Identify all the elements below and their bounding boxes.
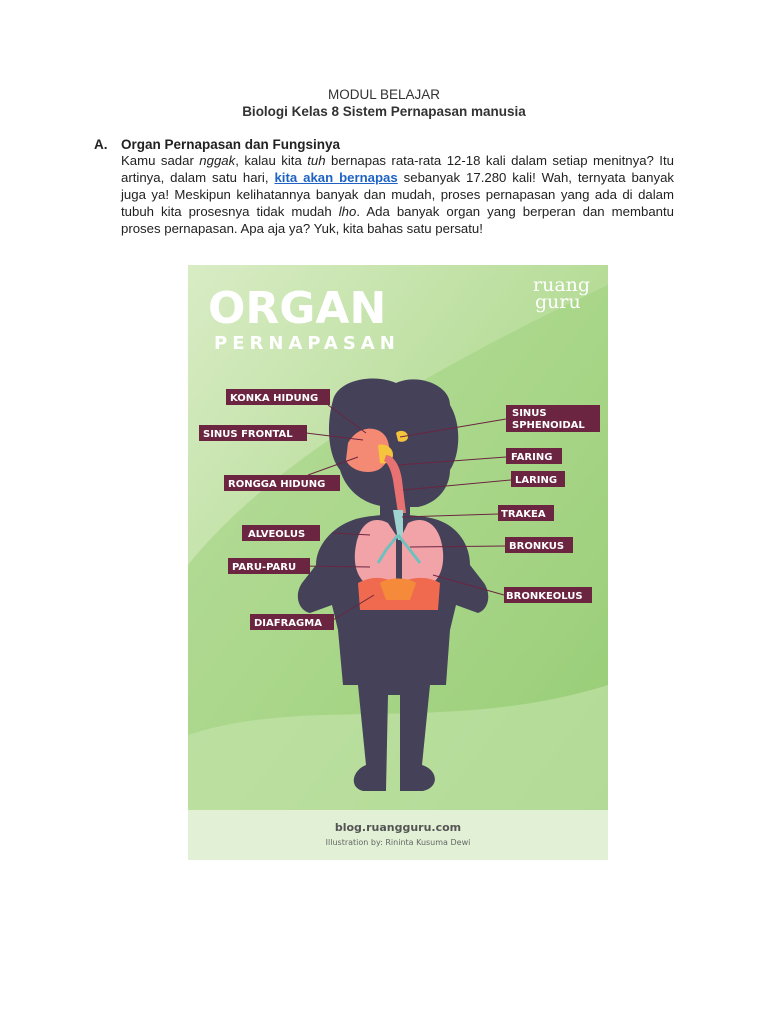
breath-link[interactable]: kita akan bernapas xyxy=(274,170,398,185)
module-subtitle: Biologi Kelas 8 Sistem Pernapasan manusia xyxy=(242,104,526,119)
label-rongga-hidung-text: RONGGA HIDUNG xyxy=(228,479,326,490)
brand-logo-line2: guru xyxy=(535,291,581,313)
section-letter: A. xyxy=(94,137,108,152)
para-text-5: . Ada banyak organ yang berperan dan membantu proses pernapasan. Apa aja ya? Yuk, kita bahas satu persatu! xyxy=(121,204,674,236)
label-bronkeolus-text: BRONKEOLUS xyxy=(506,591,583,602)
label-diafragma-text: DIAFRAGMA xyxy=(254,618,322,629)
label-laring-text: LARING xyxy=(515,475,558,486)
label-trakea xyxy=(498,505,554,521)
para-em-nggak: nggak xyxy=(199,153,236,168)
footer-credit: Illustration by: Rininta Kusuma Dewi xyxy=(325,838,471,847)
module-title: MODUL BELAJAR xyxy=(327,87,441,102)
para-em-tuh: tuh xyxy=(307,153,326,168)
label-bronkus xyxy=(505,537,573,553)
label-sinus-frontal-text: SINUS FRONTAL xyxy=(203,429,293,440)
respiratory-organs-infographic xyxy=(188,265,608,860)
para-text-1: Kamu sadar xyxy=(121,153,200,168)
para-text-3: bernapas rata-rata 12-18 kali dalam setiap menitnya? Itu artinya, dalam satu hari, xyxy=(121,153,674,185)
section-heading: Organ Pernapasan dan Fungsinya xyxy=(121,137,341,152)
label-paru-paru xyxy=(228,558,310,574)
para-em-lho: lho xyxy=(338,204,357,219)
label-konka-hidung xyxy=(226,389,330,405)
label-faring-text: FARING xyxy=(511,452,553,463)
label-laring xyxy=(511,471,565,487)
label-diafragma xyxy=(250,614,334,630)
label-konka-hidung-text: KONKA HIDUNG xyxy=(230,393,319,404)
label-alveolus-text: ALVEOLUS xyxy=(248,529,306,540)
infographic-title: ORGAN xyxy=(208,283,387,334)
label-bronkeolus xyxy=(504,587,592,603)
brand-logo-line1: ruang xyxy=(533,274,591,296)
label-paru-paru-text: PARU-PARU xyxy=(232,562,297,573)
label-trakea-text: TRAKEA xyxy=(501,509,546,520)
para-text-2: , kalau kita xyxy=(235,153,308,168)
label-rongga-hidung xyxy=(224,475,340,491)
footer-url: blog.ruangguru.com xyxy=(334,821,462,834)
label-bronkus-text: BRONKUS xyxy=(509,541,565,552)
label-sinus-sphenoidal xyxy=(506,405,600,432)
label-sinus-sphenoidal-line1: SINUS xyxy=(512,408,547,419)
infographic-footer xyxy=(188,810,608,860)
label-faring xyxy=(506,448,562,464)
intro-paragraph xyxy=(121,152,674,237)
infographic-subtitle: PERNAPASAN xyxy=(214,333,400,354)
label-sinus-frontal xyxy=(199,425,307,441)
label-alveolus xyxy=(242,525,320,541)
label-sinus-sphenoidal-line2: SPHENOIDAL xyxy=(512,420,585,431)
para-text-4: sebanyak 17.280 kali! Wah, ternyata banyak juga ya! Meskipun kelihatannya banyak dan mudah, proses pernapasan yang ada di dalam tubuh kita prosesnya tidak mudah xyxy=(121,170,674,219)
